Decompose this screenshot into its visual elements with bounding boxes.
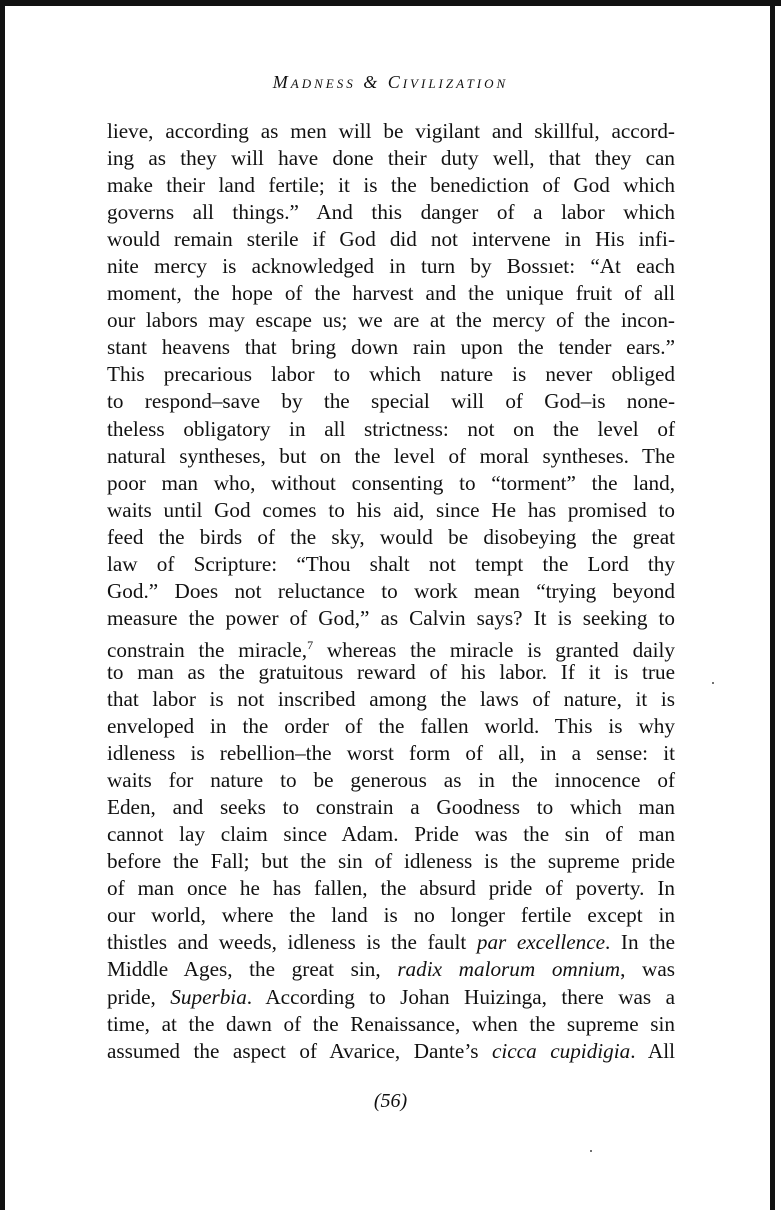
text-line: to man as the gratuitous reward of his labor. If it is true xyxy=(107,659,675,684)
text-line xyxy=(107,929,675,956)
scan-border-right xyxy=(770,0,775,1210)
text-segment: whereas the miracle is granted daily xyxy=(313,637,675,662)
text-line: natural syntheses, but on the level of moral syntheses. The xyxy=(107,443,675,468)
text-line: law of Scripture: “Thou shalt not tempt the Lord thy xyxy=(107,551,675,576)
italic-phrase: par excellence xyxy=(476,930,606,955)
scan-border-left xyxy=(0,0,5,1210)
scan-border-top xyxy=(0,0,781,6)
text-segment: pride, xyxy=(107,984,171,1009)
text-segment: . In the xyxy=(605,930,675,955)
text-segment: assumed the aspect of Avarice, Dante’s xyxy=(107,1038,492,1063)
text-segment: Middle Ages, the great sin, xyxy=(107,957,398,982)
text-line: nite mercy is acknowledged in turn by Bossıet: “At each xyxy=(107,254,675,279)
text-segment: , was xyxy=(620,957,675,982)
text-line: idleness is rebellion–the worst form of all, in a sense: it xyxy=(107,741,675,766)
text-line: feed the birds of the sky, would be disobeying the great xyxy=(107,524,675,549)
text-line: stant heavens that bring down rain upon the tender ears.” xyxy=(107,335,675,360)
text-line: moment, the hope of the harvest and the unique fruit of all xyxy=(107,281,675,306)
scan-speck xyxy=(590,1150,592,1152)
text-segment: constrain the miracle, xyxy=(107,637,308,662)
text-line xyxy=(107,1038,675,1065)
text-segment: . All xyxy=(630,1038,675,1063)
text-line: enveloped in the order of the fallen world. This is why xyxy=(107,714,675,739)
text-line: make their land fertile; it is the benediction of God which xyxy=(107,173,675,198)
text-line: time, at the dawn of the Renaissance, when the supreme sin xyxy=(107,1011,675,1036)
text-line: cannot lay claim since Adam. Pride was the sin of man xyxy=(107,822,675,847)
text-line: our world, where the land is no longer fertile except in xyxy=(107,903,675,928)
text-line: measure the power of God,” as Calvin says? It is seeking to xyxy=(107,605,675,630)
text-line: of man once he has fallen, the absurd pride of poverty. In xyxy=(107,876,675,901)
text-line: God.” Does not reluctance to work mean “trying beyond xyxy=(107,578,675,603)
text-line: lieve, according as men will be vigilant and skillful, accord- xyxy=(107,119,675,143)
text-line: would remain sterile if God did not intervene in His infi- xyxy=(107,227,675,252)
text-line: ing as they will have done their duty well, that they can xyxy=(107,146,675,171)
text-line: waits for nature to be generous as in the innocence of xyxy=(107,768,675,793)
italic-phrase: Superbia xyxy=(170,984,247,1009)
text-segment: . According to Johan Huizinga, there was a xyxy=(246,984,675,1009)
text-line: waits until God comes to his aid, since He has promised to xyxy=(107,497,675,522)
body-text xyxy=(107,118,675,1065)
text-line: poor man who, without consenting to “torment” the land, xyxy=(107,470,675,495)
page-number: (56) xyxy=(373,1090,408,1112)
text-line: Eden, and seeks to constrain a Goodness to which man xyxy=(107,795,675,820)
running-head: Madness & Civilization xyxy=(272,72,509,92)
text-line: before the Fall; but the sin of idleness is the supreme pride xyxy=(107,849,675,874)
text-line: our labors may escape us; we are at the mercy of the incon- xyxy=(107,308,675,333)
italic-phrase: radix malorum omnium xyxy=(397,957,621,982)
footnote-marker: 7 xyxy=(307,637,314,652)
text-line: governs all things.” And this danger of a labor which xyxy=(107,200,675,225)
text-line xyxy=(107,956,675,983)
text-line: This precarious labor to which nature is never obliged xyxy=(107,362,675,387)
text-segment: thistles and weeds, idleness is the fault xyxy=(107,930,477,955)
text-line xyxy=(107,632,675,662)
text-line: theless obligatory in all strictness: not on the level of xyxy=(107,416,675,441)
italic-phrase: cicca cupidigia xyxy=(491,1038,631,1063)
text-line xyxy=(107,984,675,1011)
scan-speck xyxy=(712,682,714,684)
text-line: to respond–save by the special will of God–is none- xyxy=(107,389,675,414)
text-line: that labor is not inscribed among the laws of nature, it is xyxy=(107,686,675,711)
